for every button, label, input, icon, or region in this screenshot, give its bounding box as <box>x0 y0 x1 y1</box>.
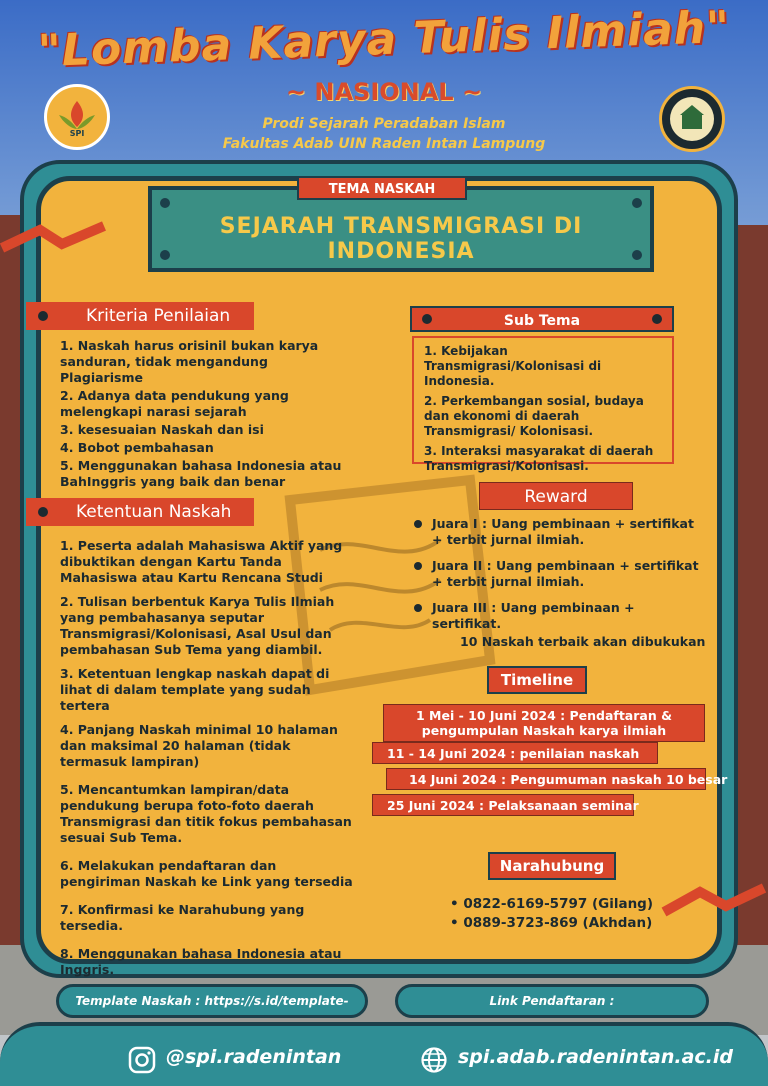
subtema-heading-text: Sub Tema <box>503 313 581 329</box>
list-item: 3. kesesuaian Naskah dan isi <box>60 422 264 437</box>
list-item: 3. Ketentuan lengkap naskah dapat di lihat di dalam template yang sudah tertera <box>60 666 330 713</box>
list-item <box>414 516 704 548</box>
timeline-row: 1 Mei - 10 Juni 2024 : Pendaftaran & pengumpulan Naskah karya ilmiah <box>383 704 705 742</box>
subtema-heading <box>410 306 674 332</box>
list-item <box>414 600 704 632</box>
timeline-row: 11 - 14 Juni 2024 : penilaian naskah <box>372 742 658 764</box>
list-item: 2. Adanya data pendukung yang melengkapi narasi sejarah <box>60 388 289 419</box>
list-item: 1. Kebijakan Transmigrasi/Kolonisasi di Indonesia. <box>424 344 602 388</box>
list-item: 1. Naskah harus orisinil bukan karya sanduran, tidak mengandung Plagiarisme <box>60 338 319 385</box>
org-line-1: Prodi Sejarah Peradaban Islam <box>262 116 506 132</box>
ketentuan-heading <box>26 498 254 526</box>
subtema-list <box>414 338 672 474</box>
pendaftaran-link[interactable]: Link Pendaftaran : <box>395 984 709 1018</box>
list-item: 8. Menggunakan bahasa Indonesia atau Inggris. <box>60 946 342 977</box>
website-url[interactable]: spi.adab.radenintan.ac.id <box>458 1046 734 1068</box>
contact-item: • 0889-3723-869 (Akhdan) <box>450 915 653 931</box>
bullet-icon <box>414 604 422 612</box>
bullet-icon <box>38 507 48 517</box>
tema-label: TEMA NASKAH <box>297 176 467 200</box>
kriteria-heading <box>26 302 254 330</box>
bullet-icon <box>414 562 422 570</box>
list-item: 2. Tulisan berbentuk Karya Tulis Ilmiah yang pembahasanya seputar Transmigrasi/Kolonisasi, Asal Usul dan pembahasan Sub Tema yang diambil. <box>60 594 335 657</box>
ketentuan-list <box>60 538 360 980</box>
reward-heading: Reward <box>479 482 633 510</box>
instagram-icon <box>128 1046 156 1074</box>
reward-item-text: Juara I : Uang pembinaan + sertifikat + terbit jurnal ilmiah. <box>432 516 694 547</box>
spi-logo-text: SPI <box>69 129 85 138</box>
reward-item-text: Juara III : Uang pembinaan + sertifikat. <box>432 600 635 631</box>
list-item: 3. Interaksi masyarakat di daerah Transmigrasi/Kolonisasi. <box>424 444 654 473</box>
list-item: 4. Bobot pembahasan <box>60 440 214 455</box>
tema-title: SEJARAH TRANSMIGRASI DI INDONESIA <box>219 214 583 264</box>
template-link[interactable]: Template Naskah : https://s.id/template- <box>56 984 368 1018</box>
zigzag-right-decoration <box>660 882 768 922</box>
globe-icon <box>420 1046 448 1074</box>
ketentuan-heading-text: Ketentuan Naskah <box>76 502 232 522</box>
narahubung-heading: Narahubung <box>488 852 616 880</box>
zigzag-left-decoration <box>0 218 110 258</box>
bullet-icon <box>38 311 48 321</box>
timeline-row: 25 Juni 2024 : Pelaksanaan seminar <box>372 794 634 816</box>
reward-note: 10 Naskah terbaik akan dibukukan <box>460 634 706 649</box>
list-item: 2. Perkembangan sosial, budaya dan ekonomi di daerah Transmigrasi/ Kolonisasi. <box>424 394 644 438</box>
bullet-icon <box>652 314 662 324</box>
page-subtitle: ~ NASIONAL ~ <box>285 78 483 106</box>
timeline-heading: Timeline <box>487 666 587 694</box>
bullet-icon <box>414 520 422 528</box>
list-item: 4. Panjang Naskah minimal 10 halaman dan maksimal 20 halaman (tidak termasuk lampiran) <box>60 722 338 769</box>
bullet-icon <box>422 314 432 324</box>
reward-item-text: Juara II : Uang pembinaan + sertifikat + terbit jurnal ilmiah. <box>432 558 699 589</box>
kriteria-list <box>60 338 350 492</box>
contact-item: • 0822-6169-5797 (Gilang) <box>450 896 654 912</box>
instagram-handle[interactable]: @spi.radenintan <box>166 1046 342 1068</box>
subtema-box <box>412 336 674 473</box>
timeline-row: 14 Juni 2024 : Pengumuman naskah 10 besar <box>386 768 706 790</box>
bolt-icon <box>160 198 170 208</box>
bolt-icon <box>632 198 642 208</box>
list-item: 5. Menggunakan bahasa Indonesia atau BahInggris yang baik dan benar <box>60 458 342 489</box>
list-item: 6. Melakukan pendaftaran dan pengiriman Naskah ke Link yang tersedia <box>60 858 353 889</box>
list-item <box>414 558 704 590</box>
list-item: 5. Mencantumkan lampiran/data pendukung berupa foto-foto daerah Transmigrasi dan titik fokus pembahasan sesuai Sub Tema. <box>60 782 352 845</box>
list-item: 7. Konfirmasi ke Narahubung yang tersedia. <box>60 902 305 933</box>
kriteria-heading-text: Kriteria Penilaian <box>86 306 231 326</box>
page-title: "Lomba Karya Tulis Ilmiah" <box>37 1 731 78</box>
contact-list <box>450 895 653 933</box>
list-item: 1. Peserta adalah Mahasiswa Aktif yang dibuktikan dengan Kartu Tanda Mahasiswa atau Kartu Rencana Studi <box>60 538 343 585</box>
org-line-2: Fakultas Adab UIN Raden Intan Lampung <box>222 136 546 152</box>
reward-list <box>414 516 704 642</box>
